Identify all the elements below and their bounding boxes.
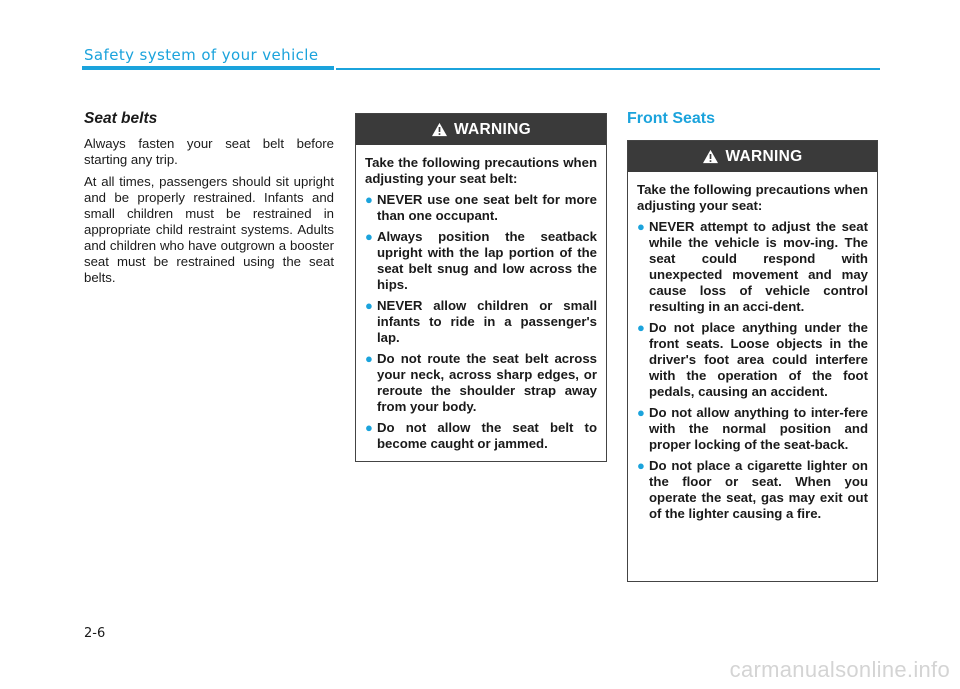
warning-list	[637, 219, 868, 522]
seat-belts-paragraph: Always fasten your seat belt before starting any trip.	[84, 136, 334, 167]
warning-item	[637, 320, 868, 400]
warning-item-text: NEVER use one seat belt for more than one occupant.	[377, 192, 597, 223]
warning-item	[637, 405, 868, 453]
warning-item-text: Do not allow the seat belt to become caught or jammed.	[377, 420, 597, 451]
warning-item	[637, 219, 868, 315]
bullet-icon: ●	[637, 405, 645, 420]
warning-body	[628, 172, 877, 535]
bullet-icon: ●	[637, 320, 645, 335]
warning-item-text: Do not route the seat belt across your neck, across sharp edges, or reroute the shoulder strap away from your body.	[377, 351, 597, 414]
warning-label: WARNING	[725, 147, 803, 165]
warning-item-text: Do not place anything under the front seats. Loose objects in the driver's foot area could interfere with the operation of the foot pedals, causing an accident.	[649, 320, 868, 399]
seat-belts-section	[84, 110, 334, 292]
warning-header	[628, 141, 877, 172]
page-number: 2-6	[84, 626, 106, 641]
bullet-icon: ●	[365, 229, 373, 244]
warning-item-text: Do not place a cigarette lighter on the floor or seat. When you operate the seat, gas may exit out of the lighter causing a fire.	[649, 458, 868, 521]
warning-label: WARNING	[453, 120, 531, 138]
seat-belt-warning-box	[355, 113, 607, 462]
warning-item	[365, 298, 597, 346]
warning-body	[356, 145, 606, 465]
bullet-icon: ●	[637, 219, 645, 234]
bullet-icon: ●	[637, 458, 645, 473]
warning-item	[365, 192, 597, 224]
header-rule-thin	[336, 68, 880, 70]
front-seats-title: Front Seats	[627, 110, 716, 127]
warning-item-text: Always position the seatback upright with the lap portion of the seat belt snug and low across the hips.	[377, 229, 597, 292]
section-header-title: Safety system of your vehicle	[84, 46, 319, 64]
warning-item-text: Do not allow anything to inter-fere with the normal position and proper locking of the seat-back.	[649, 405, 868, 452]
warning-item	[365, 229, 597, 293]
watermark: carmanualsonline.info	[729, 657, 950, 682]
warning-list	[365, 192, 597, 452]
warning-item	[637, 458, 868, 522]
warning-intro: Take the following precautions when adjusting your seat belt:	[365, 155, 597, 186]
warning-triangle-icon	[702, 149, 719, 164]
warning-item	[365, 351, 597, 415]
bullet-icon: ●	[365, 192, 373, 207]
header-rule-thick	[82, 66, 334, 70]
warning-triangle-icon	[431, 122, 448, 137]
warning-item-text: NEVER allow children or small infants to ride in a passenger's lap.	[377, 298, 597, 345]
warning-item	[365, 420, 597, 452]
warning-header	[356, 114, 606, 145]
warning-intro: Take the following precautions when adjusting your seat:	[637, 182, 868, 213]
warning-item-text: NEVER attempt to adjust the seat while the vehicle is mov-ing. The seat could respond with unexpected movement and may cause loss of vehicle control resulting in an acci-dent.	[649, 219, 868, 314]
bullet-icon: ●	[365, 420, 373, 435]
seat-belts-paragraph: At all times, passengers should sit upright and be properly restrained. Infants and small children must be restrained in appropriate child restraint systems. Adults and children who have outgrown a booster seat must be restrained using the seat belts.	[84, 174, 334, 285]
bullet-icon: ●	[365, 351, 373, 366]
seat-belts-title: Seat belts	[84, 110, 158, 127]
bullet-icon: ●	[365, 298, 373, 313]
front-seats-warning-box	[627, 140, 878, 582]
